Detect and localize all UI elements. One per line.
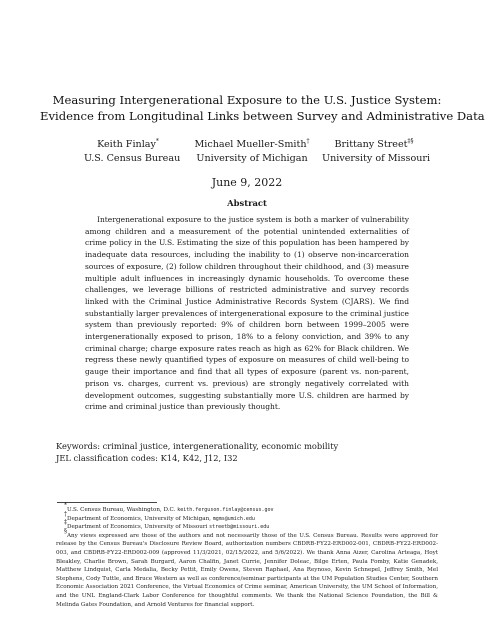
footnote-text: Department of Economics, University of Michigan, (67, 515, 213, 522)
footnotes (56, 502, 438, 609)
footnote-1 (56, 502, 438, 515)
author-mark: * (155, 138, 159, 145)
author-email-link[interactable]: streetb@missouri.edu (209, 524, 270, 531)
author-name: Keith Finlay (97, 139, 156, 150)
author-2 (190, 138, 314, 166)
abstract-text: Intergenerational exposure to the justice system is both a marker of vulnerability among children and a measurement of the potential unintended externalities of crime policy in the U.S. Estimating the size of this population has been hampered by inadequate data resources, including the inability to (1) observe non-incarceration sources of exposure, (2) follow children throughout their childhood, and (3) measure multiple adult influences in increasingly dynamic households. To overcome these challenges, we leverage billions of restricted administrative and survey records linked with the Criminal Justice Administrative Records System (CJARS). We find substantially larger prevalences of intergenerational exposure to the criminal justice system than previously reported: 9% of children born between 1999–2005 were intergenerationally exposed to prison, 18% to a felony conviction, and 39% to any criminal charge; charge exposure rates reach as high as 62% for Black children. We regress these newly quantified types of exposure on measures of child well-being to gauge their importance and find that all types of exposure (parent vs. non-parent, prison vs. charges, current vs. previous) are strongly negatively correlated with development outcomes, suggesting substantially more U.S. children are harmed by crime and criminal justice than previously thought. (85, 215, 409, 412)
author-email-link[interactable]: mgms@umich.edu (212, 515, 255, 522)
footnote-mark: § (64, 527, 67, 535)
footnote-mark: † (64, 510, 67, 518)
keywords-block (56, 440, 338, 464)
footnote-mark: ‡ (64, 519, 67, 527)
author-name: Michael Mueller-Smith (194, 139, 307, 150)
author-3 (322, 138, 431, 166)
paper-title (40, 92, 485, 124)
author-email-link[interactable]: keith.ferguson.finlay@census.gov (177, 507, 274, 513)
keywords-line: Keywords: criminal justice, intergenerationality, economic mobility (56, 441, 339, 451)
footnote-text: U.S. Census Bureau, Washington, D.C. (67, 507, 178, 513)
footnote-text: Department of Economics, University of Missouri (67, 524, 210, 531)
footnote-text: Any views expressed are those of the authors and not necessarily those of the U.S. Census Bureau. Results were approved for release by the Census Bureau's Disclosure Review Board, authorization numbers CBDRB-FY22-ERD002-001, CBDRB-FY22-ERD002-003, and CBDRB-FY22-ERD002-009 (approved 11/3/2021, 02/15/2022, and 5/6/2022). We thank Anna Aizer, Carolina Arteaga, Hoyt Bleakley, Charlie Brown, Sarah Burgard, Aaron Chalfin, Janet Currie, Jennifer Doleac, Bilge Erten, Paula Fomby, Katie Genadek, Matthew Lindquist, Carla Medalia, Becky Pettit, Emily Owens, Steven Raphael, Ana Reynoso, Kevin Schnepel, Jeffrey Smith, Mel Stephens, Cody Tuttle, and Bruce Western as well as conference/seminar participants at the UM Population Studies Center, Southern Economic Association 2021 Conference, the Virtual Economics of Crime seminar, American University, the UM School of Information, and the UNL England-Clark Labor Conference for thoughtful comments. We thank the National Science Foundation, the Bill & Melinda Gates Foundation, and Arnold Ventures for financial support. (56, 532, 438, 608)
author-affiliation: U.S. Census Bureau (84, 153, 181, 164)
jel-codes-line: JEL classification codes: K14, K42, J12, I32 (56, 453, 238, 463)
title-line-1: Measuring Intergenerational Exposure to the U.S. Justice System: (52, 93, 442, 107)
author-1 (84, 138, 181, 166)
footnote-mark: * (64, 502, 67, 509)
abstract-heading: Abstract (227, 198, 267, 208)
author-mark: ‡§ (407, 138, 414, 145)
author-name: Brittany Street (334, 139, 408, 150)
paper-date: June 9, 2022 (211, 176, 283, 189)
footnote-3 (56, 519, 438, 532)
author-affiliation: University of Missouri (322, 153, 431, 164)
author-mark: † (306, 138, 310, 145)
author-affiliation: University of Michigan (196, 153, 308, 164)
title-line-2: Evidence from Longitudinal Links between Survey and Administrative Data (40, 109, 485, 123)
footnote-rule (57, 502, 157, 503)
